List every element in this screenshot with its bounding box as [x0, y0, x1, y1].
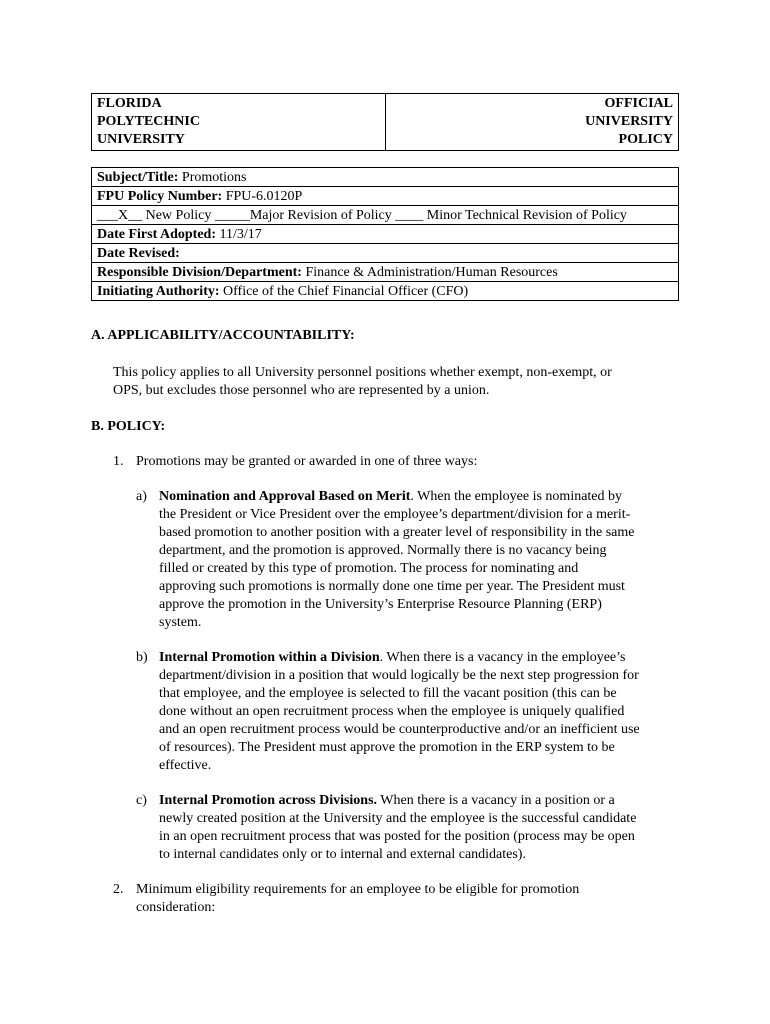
subject-value: Promotions	[178, 169, 247, 185]
sub-b-paragraph	[159, 649, 640, 775]
sub-a-title: Nomination and Approval Based on Merit	[159, 489, 411, 504]
date-adopted-value: 11/3/17	[216, 226, 262, 242]
body-line: effective.	[159, 758, 212, 773]
meta-row-responsible	[92, 263, 679, 282]
date-revised-label: Date Revised:	[97, 245, 180, 261]
meta-row-subject	[92, 168, 679, 187]
body-line: done without an open recruitment process when the employee is uniquely qualified	[159, 704, 625, 719]
sub-b-first-line: . When there is a vacancy in the employee’s	[379, 650, 626, 665]
header-table	[91, 93, 679, 151]
body-line: of resources). The President must approve the promotion in the ERP system to be	[159, 740, 615, 755]
sub-b-marker: b)	[136, 650, 148, 665]
sub-c-paragraph	[159, 792, 636, 864]
sub-c-marker: c)	[136, 793, 147, 808]
authority-value: Office of the Chief Financial Officer (CFO)	[219, 283, 469, 299]
body-line: consideration:	[136, 900, 216, 915]
body-line: the President or Vice President over the employee’s department/division for a merit-	[159, 507, 631, 522]
body-line: filled or created by this type of promotion. The process for nominating and	[159, 561, 579, 576]
body-line: This policy applies to all University personnel positions whether exempt, non-exempt, or	[113, 365, 612, 380]
meta-row-date-revised	[92, 244, 679, 263]
date-adopted-label: Date First Adopted:	[97, 226, 216, 242]
header-left-line: POLYTECHNIC	[97, 114, 200, 129]
policy-meta-table	[91, 167, 679, 301]
sub-a-paragraph	[159, 488, 635, 632]
sub-c-title: Internal Promotion across Divisions.	[159, 793, 378, 808]
body-line: that employee, and the employee is selected to fill the vacant position (this can be	[159, 686, 617, 701]
body-line: system.	[159, 615, 202, 630]
header-left-line: UNIVERSITY	[97, 132, 185, 147]
revision-type-line: ___X__ New Policy _____Major Revision of Policy ____ Minor Technical Revision of Policy	[97, 207, 627, 223]
body-line: based promotion to another position with a greater level of responsibility in the same	[159, 525, 635, 540]
policy-number-value: FPU-6.0120P	[222, 188, 303, 204]
header-official-policy	[386, 94, 679, 151]
section-a-heading: A. APPLICABILITY/ACCOUNTABILITY:	[91, 328, 355, 343]
body-line: Minimum eligibility requirements for an employee to be eligible for promotion	[136, 882, 580, 897]
item-2-number: 2.	[113, 882, 124, 897]
body-line: newly created position at the University and the employee is the successful candidate	[159, 811, 637, 826]
body-line: approve the promotion in the University’s Enterprise Resource Planning (ERP)	[159, 597, 602, 612]
section-b-heading: B. POLICY:	[91, 419, 166, 434]
meta-row-authority	[92, 282, 679, 301]
item-1-text: Promotions may be granted or awarded in one of three ways:	[136, 454, 478, 469]
responsible-value: Finance & Administration/Human Resources	[301, 264, 558, 280]
sub-a-first-line: . When the employee is nominated by	[410, 489, 623, 504]
body-line: and an open recruitment process would be counterproductive and/or an inefficient use	[159, 722, 640, 737]
body-line: in an open recruitment process that was posted for the position (process may be open	[159, 829, 635, 844]
body-line: OPS, but excludes those personnel who are represented by a union.	[113, 383, 490, 398]
meta-row-policy-number	[92, 187, 679, 206]
subject-label: Subject/Title:	[97, 169, 179, 185]
body-line: department, and the promotion is approved. Normally there is no vacancy being	[159, 543, 607, 558]
meta-row-date-adopted	[92, 225, 679, 244]
item-1-number: 1.	[113, 454, 124, 469]
policy-number-label: FPU Policy Number:	[97, 188, 223, 204]
section-a-body	[113, 364, 612, 400]
meta-row-revision-type	[92, 206, 679, 225]
header-right-line: OFFICIAL	[604, 96, 673, 111]
header-left-line: FLORIDA	[97, 96, 162, 111]
sub-c-first-line: When there is a vacancy in a position or a	[377, 793, 615, 808]
body-line: to internal candidates only or to internal and external candidates).	[159, 847, 526, 862]
header-university-name	[92, 94, 386, 151]
authority-label: Initiating Authority:	[97, 283, 220, 299]
header-right-line: UNIVERSITY	[585, 114, 673, 129]
item-2-text	[136, 881, 579, 917]
sub-b-title: Internal Promotion within a Division	[159, 650, 380, 665]
header-right-line: POLICY	[618, 132, 673, 147]
body-line: approving such promotions is normally done one time per year. The President must	[159, 579, 625, 594]
responsible-label: Responsible Division/Department:	[97, 264, 302, 280]
body-line: department/division in a position that would logically be the next step progression for	[159, 668, 639, 683]
sub-a-marker: a)	[136, 489, 147, 504]
